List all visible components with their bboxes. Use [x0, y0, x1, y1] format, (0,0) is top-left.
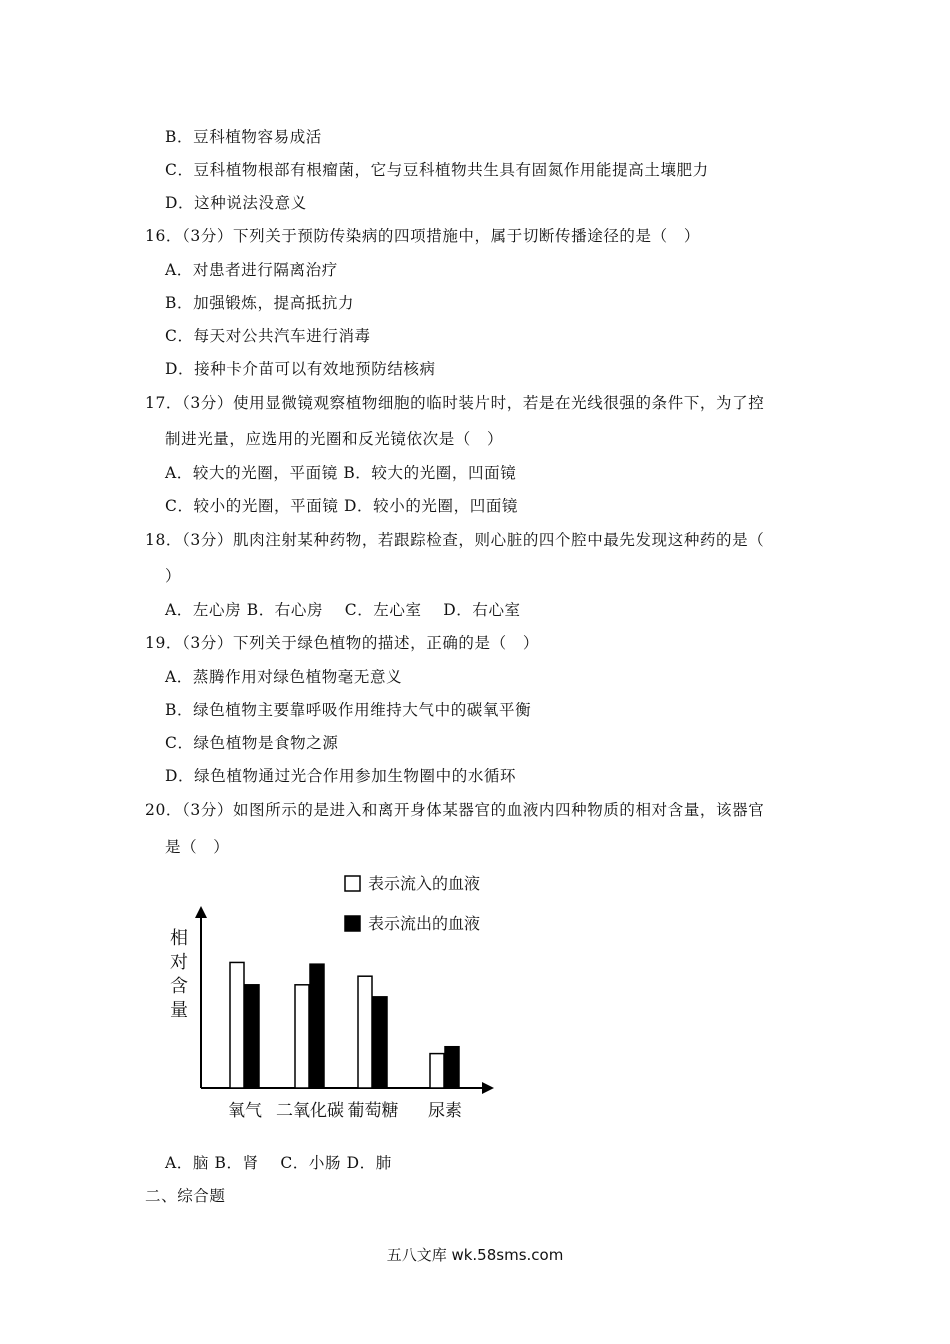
q19-option-a: A．蒸腾作用对绿色植物毫无意义	[165, 668, 403, 686]
bar-inflow	[358, 976, 372, 1088]
y-label-char: 相	[170, 928, 188, 949]
q17-options-cd: C．较小的光圈，平面镜 D．较小的光圈，凹面镜	[165, 497, 519, 515]
bar-inflow	[230, 962, 244, 1088]
bar-outflow	[373, 997, 387, 1088]
q15-option-b: B．豆科植物容易成活	[165, 128, 322, 146]
legend	[345, 874, 480, 933]
q18-options: A．左心房 B．右心房 C．左心室 D．右心室	[165, 601, 521, 619]
y-axis-label	[170, 928, 188, 1021]
q19-option-c: C．绿色植物是食物之源	[165, 734, 339, 752]
q17-stem-line2: 制进光量，应选用的光圈和反光镜依次是（ ）	[165, 430, 504, 448]
q16-option-b: B．加强锻炼，提高抵抗力	[165, 294, 355, 312]
bar-inflow	[430, 1054, 444, 1088]
bar-outflow	[445, 1047, 459, 1088]
x-tick-label: 尿素	[428, 1101, 462, 1121]
bars	[230, 962, 459, 1088]
bar-outflow	[245, 985, 259, 1088]
y-label-char: 量	[170, 1000, 188, 1021]
legend-swatch-inflow	[345, 876, 360, 891]
y-label-char: 对	[170, 952, 188, 973]
x-tick-labels	[228, 1101, 462, 1121]
q20-stem-line1: 20．（3分）如图所示的是进入和离开身体某器官的血液内四种物质的相对含量，该器官	[145, 801, 765, 819]
legend-label-outflow: 表示流出的血液	[368, 914, 481, 933]
x-tick-label: 二氧化碳	[276, 1101, 344, 1121]
q19-option-d: D．绿色植物通过光合作用参加生物圈中的水循环	[165, 767, 517, 785]
q16-option-d: D．接种卡介苗可以有效地预防结核病	[165, 360, 436, 378]
q19-option-b: B．绿色植物主要靠呼吸作用维持大气中的碳氧平衡	[165, 701, 532, 719]
footer-watermark: 五八文库 wk.58sms.com	[386, 1246, 564, 1264]
q16-option-a: A．对患者进行隔离治疗	[165, 261, 338, 279]
q16-stem: 16．（3分）下列关于预防传染病的四项措施中，属于切断传播途径的是（ ）	[145, 227, 700, 245]
q15-option-c: C．豆科植物根部有根瘤菌，它与豆科植物共生具有固氮作用能提高土壤肥力	[165, 161, 709, 179]
x-tick-label: 氧气	[228, 1101, 262, 1121]
legend-label-inflow: 表示流入的血液	[368, 874, 481, 893]
bar-inflow	[295, 985, 309, 1088]
q17-stem-line1: 17．（3分）使用显微镜观察植物细胞的临时装片时，若是在光线很强的条件下，为了控	[145, 394, 765, 412]
x-tick-label: 葡萄糖	[347, 1101, 399, 1121]
q18-stem-line2: ）	[165, 567, 182, 585]
y-axis-arrow	[195, 906, 207, 918]
q16-option-c: C．每天对公共汽车进行消毒	[165, 327, 371, 345]
q20-stem-line2: 是（ ）	[165, 838, 230, 856]
q19-stem: 19．（3分）下列关于绿色植物的描述，正确的是（ ）	[145, 634, 539, 652]
q17-options-ab: A．较大的光圈，平面镜 B．较大的光圈，凹面镜	[165, 464, 517, 482]
x-axis-arrow	[482, 1082, 494, 1094]
section-2-title: 二、综合题	[145, 1187, 226, 1205]
y-label-char: 含	[170, 976, 188, 997]
q18-stem-line1: 18．（3分）肌肉注射某种药物，若跟踪检查，则心脏的四个腔中最先发现这种药的是（	[145, 531, 765, 549]
bar-outflow	[310, 964, 324, 1088]
legend-swatch-outflow	[345, 916, 360, 931]
q20-options: A．脑 B．肾 C．小肠 D．肺	[165, 1154, 392, 1172]
q15-option-d: D．这种说法没意义	[165, 194, 307, 212]
blood-content-bar-chart	[160, 862, 520, 1127]
